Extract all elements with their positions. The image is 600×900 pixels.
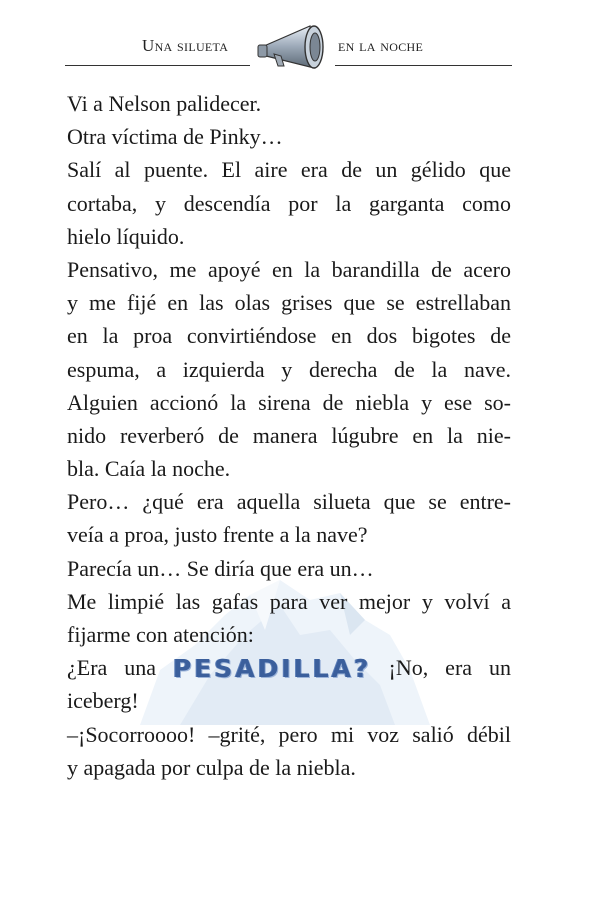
page-body: [67, 87, 511, 784]
text-line: Salí al puente. El aire era de un gélido que: [67, 157, 511, 183]
text-line: nido reverberó de manera lúgubre en la nie-: [67, 422, 511, 448]
running-title-left: Una silueta: [142, 36, 229, 55]
text-line: y me fijé en las olas grises que se estrellaban: [67, 290, 511, 316]
text-line-nightmare: [67, 651, 511, 684]
text-line: Pero… ¿qué era aquella silueta que se entre-: [67, 489, 511, 515]
text-fragment: ¿Era una: [67, 655, 157, 681]
running-title-right: en la noche: [338, 36, 424, 55]
text-line: Parecía un… Se diría que era un…: [67, 555, 374, 581]
text-line: Me limpié las gafas para ver mejor y volví a: [67, 588, 511, 614]
text-line: Alguien accionó la sirena de niebla y ese so-: [67, 389, 511, 415]
text-line: iceberg!: [67, 688, 139, 714]
text-line: Otra víctima de Pinky…: [67, 124, 283, 150]
text-line: –¡Socorroooo! –grité, pero mi voz salió débil: [67, 721, 511, 747]
text-line: Pensativo, me apoyé en la barandilla de acero: [67, 256, 511, 282]
text-line: hielo líquido.: [67, 223, 185, 249]
text-line: veía a proa, justo frente a la nave?: [67, 522, 368, 548]
text-line: y apagada por culpa de la niebla.: [67, 754, 356, 780]
text-line: cortaba, y descendía por la garganta como: [67, 190, 511, 216]
text-line: Vi a Nelson palidecer.: [67, 91, 262, 116]
text-line: fijarme con atención:: [67, 622, 254, 647]
text-line: espuma, a izquierda y derecha de la nave.: [67, 356, 511, 382]
page-header: [0, 0, 600, 80]
nightmare-word: PESADILLA?: [173, 654, 372, 684]
text-fragment: ¡No, era un: [388, 655, 512, 681]
header-rule-left: [65, 65, 250, 66]
megaphone-icon: [254, 16, 332, 72]
text-line: bla. Caía la noche.: [67, 456, 231, 482]
header-rule-right: [335, 65, 512, 66]
text-line: en la proa convirtiéndose en dos bigotes de: [67, 323, 511, 349]
